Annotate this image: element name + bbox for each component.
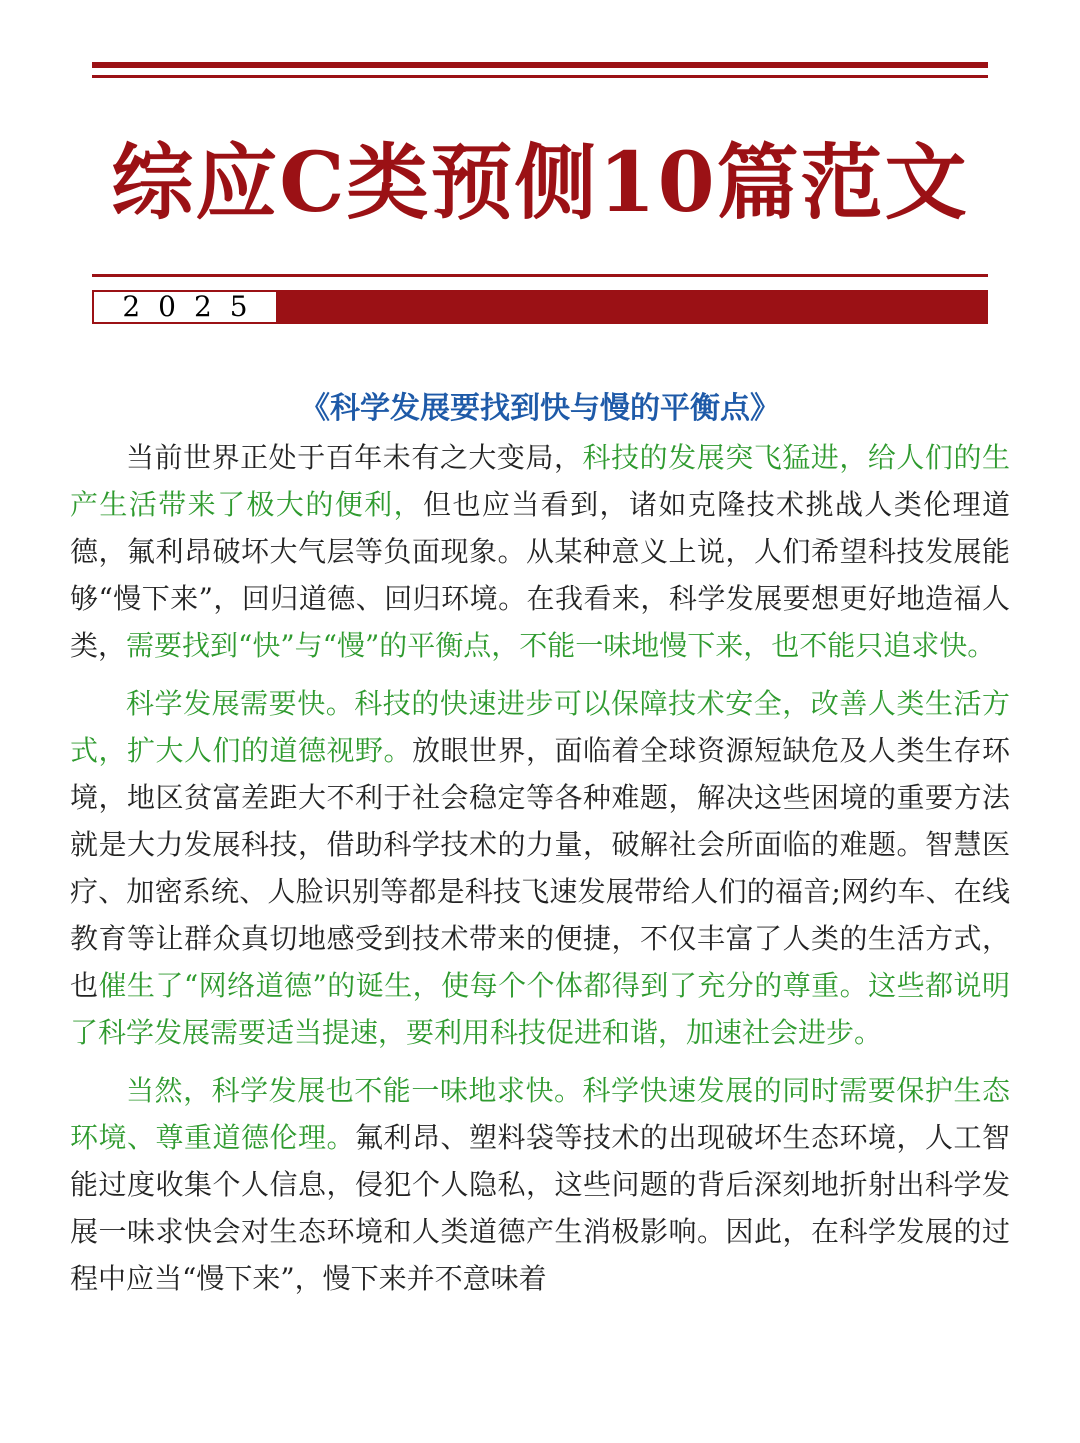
essay-body <box>70 434 1010 1313</box>
top-rule-thick <box>92 62 988 68</box>
essay-title: 《科学发展要找到快与慢的平衡点》 <box>300 391 780 426</box>
highlighted-text: 科学发展需要快。科技的快速进步可以保障技术安全，改善人类生活方式，扩大人们的道德视野。 <box>70 687 1010 767</box>
paragraph-text: 放眼世界，面临着全球资源短缺危及人类生存环境，地区贫富差距大不利于社会稳定等各种难题，解决这些困境的重要方法就是大力发展科技，借助科学技术的力量，破解社会所面临的难题。智慧医疗、加密系统、人脸识别等都是科技飞速发展带给人们的福音;网约车、在线教育等让群众真切地感受到技术带来的便捷，不仅丰富了人类的生活方式，也 <box>70 734 1010 1002</box>
paragraph-text: 但也应当看到，诸如克隆技术挑战人类伦理道德，氟利昂破坏大气层等负面现象。从某种意义上说，人们希望科技发展能够“慢下来”，回归道德、回归环境。在我看来，科学发展要想更好地造福人类， <box>70 488 1010 662</box>
paragraph-text: 当前世界正处于百年未有之大变局， <box>126 441 583 474</box>
highlighted-text: 科技的发展突飞猛进，给人们的生产生活带来了极大的便利， <box>70 441 1010 521</box>
highlighted-text: 需要找到“快”与“慢”的平衡点，不能一味地慢下来，也不能只追求快。 <box>126 629 996 662</box>
top-rule-thin <box>92 75 988 78</box>
page-title: 综应C类预侧10篇范文 <box>111 135 969 231</box>
sub-rule <box>92 274 988 277</box>
paragraph-2 <box>70 680 1010 1056</box>
highlighted-text: 催生了“网络道德”的诞生，使每个个体都得到了充分的尊重。这些都说明了科学发展需要适当提速，要利用科技促进和谐，加速社会进步。 <box>70 969 1010 1049</box>
paragraph-3 <box>70 1067 1010 1302</box>
year-label: 2025 <box>94 292 276 322</box>
highlighted-text: 当然，科学发展也不能一味地求快。科学快速发展的同时需要保护生态环境、尊重道德伦理。 <box>70 1074 1010 1154</box>
paragraph-1 <box>70 434 1010 669</box>
paragraph-text: 氟利昂、塑料袋等技术的出现破坏生态环境，人工智能过度收集个人信息，侵犯个人隐私，这些问题的背后深刻地折射出科学发展一味求快会对生态环境和人类道德产生消极影响。因此，在科学发展的过程中应当“慢下来”，慢下来并不意味着 <box>70 1121 1010 1295</box>
